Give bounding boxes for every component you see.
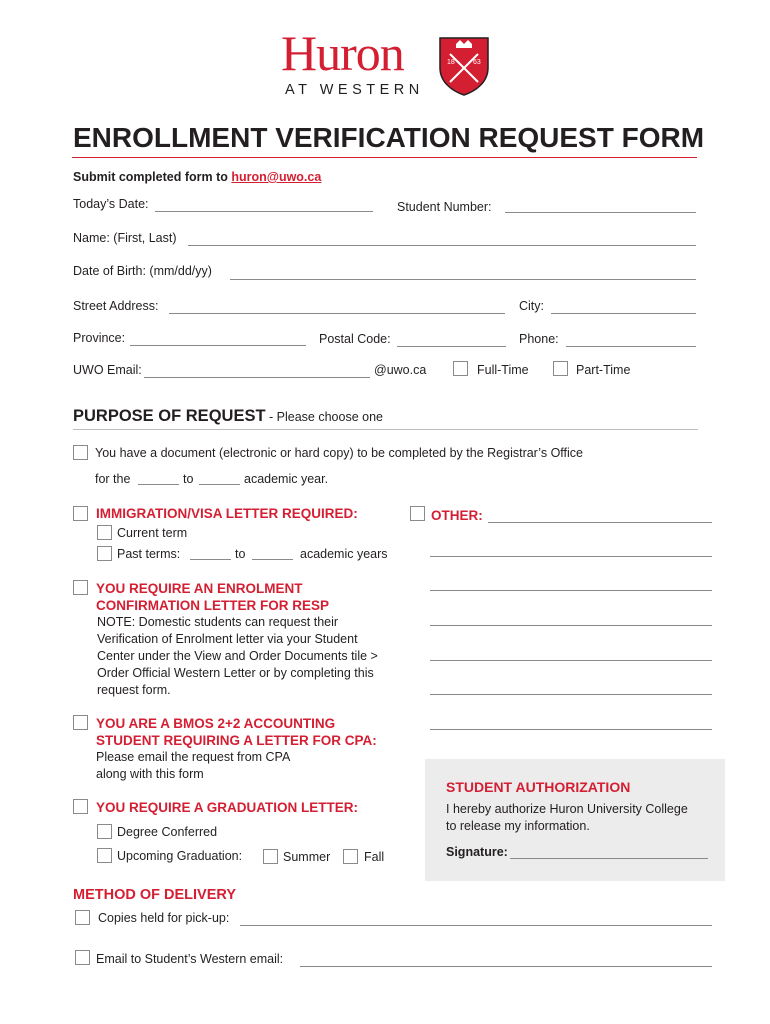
bmos-checkbox[interactable] [73, 715, 88, 730]
full-time-checkbox[interactable] [453, 361, 468, 376]
resp-note-line: Order Official Western Letter or by completing this [97, 666, 374, 680]
upcoming-graduation-label: Upcoming Graduation: [117, 849, 243, 863]
student-number-field[interactable] [505, 212, 696, 213]
authorization-text [446, 801, 688, 835]
upcoming-graduation-checkbox[interactable] [97, 848, 112, 863]
title-rule [72, 157, 697, 158]
resp-label-line-1: YOU REQUIRE AN ENROLMENT [96, 581, 303, 596]
todays-date-label: Today’s Date: [73, 197, 149, 211]
name-field[interactable] [188, 245, 696, 246]
uwo-email-label: UWO Email: [73, 363, 142, 377]
email-delivery-label: Email to Student’s Western email: [96, 952, 284, 966]
postal-code-label: Postal Code: [319, 332, 391, 346]
other-field-line-7[interactable] [430, 729, 712, 730]
year-to-label: to [183, 472, 194, 486]
bmos-label-line-1: YOU ARE A BMOS 2+2 ACCOUNTING [96, 716, 336, 731]
purpose-rule [73, 429, 698, 430]
pickup-label: Copies held for pick-up: [98, 911, 230, 925]
current-term-checkbox[interactable] [97, 525, 112, 540]
city-label: City: [519, 299, 544, 313]
todays-date-field[interactable] [155, 211, 373, 212]
dob-field[interactable] [230, 279, 696, 280]
for-the-label: for the [95, 472, 131, 486]
past-terms-to-field[interactable] [252, 559, 293, 560]
year-from-field[interactable] [138, 484, 179, 485]
crest-year-right: 63 [473, 59, 481, 66]
past-terms-from-field[interactable] [190, 559, 231, 560]
full-time-label: Full-Time [477, 363, 529, 377]
resp-checkbox[interactable] [73, 580, 88, 595]
bmos-note-line: along with this form [96, 767, 204, 781]
resp-note-line: Center under the View and Order Documents tile > [97, 649, 378, 663]
other-field-line-1[interactable] [488, 522, 712, 523]
purpose-subtitle: - Please choose one [265, 410, 383, 424]
email-delivery-checkbox[interactable] [75, 950, 90, 965]
academic-years-label: academic years [300, 547, 388, 561]
phone-field[interactable] [566, 346, 696, 347]
year-to-field[interactable] [199, 484, 240, 485]
city-field[interactable] [551, 313, 696, 314]
uwo-email-field[interactable] [144, 377, 370, 378]
signature-field[interactable] [510, 858, 708, 859]
submit-text: Submit completed form to [73, 170, 232, 184]
logo-wordmark: Huron [281, 25, 404, 81]
other-field-line-2[interactable] [430, 556, 712, 557]
other-checkbox[interactable] [410, 506, 425, 521]
resp-note-line: request form. [97, 683, 171, 697]
province-label: Province: [73, 331, 126, 345]
dob-label: Date of Birth: (mm/dd/yy) [73, 264, 212, 278]
purpose-title: PURPOSE OF REQUEST [73, 407, 266, 425]
submit-email-link[interactable]: huron@uwo.ca [231, 170, 322, 184]
resp-note [97, 614, 378, 699]
resp-note-line: NOTE: Domestic students can request their [97, 615, 339, 629]
street-field[interactable] [169, 313, 505, 314]
immigration-checkbox[interactable] [73, 506, 88, 521]
authorization-text-line: I hereby authorize Huron University College [446, 802, 688, 816]
other-field-line-5[interactable] [430, 660, 712, 661]
student-number-label: Student Number: [397, 200, 492, 214]
bmos-note-line: Please email the request from CPA [96, 750, 291, 764]
document-option-label: You have a document (electronic or hard copy) to be completed by the Registrar’s Office [95, 446, 584, 460]
past-terms-to-label: to [235, 547, 246, 561]
delivery-heading: METHOD OF DELIVERY [73, 887, 236, 903]
document-option-checkbox[interactable] [73, 445, 88, 460]
graduation-label: YOU REQUIRE A GRADUATION LETTER: [96, 800, 358, 815]
logo-subtitle: AT WESTERN [285, 82, 424, 98]
other-field-line-6[interactable] [430, 694, 712, 695]
immigration-label: IMMIGRATION/VISA LETTER REQUIRED: [96, 506, 358, 521]
fall-checkbox[interactable] [343, 849, 358, 864]
authorization-heading: STUDENT AUTHORIZATION [446, 779, 631, 795]
bmos-note [96, 749, 290, 783]
graduation-checkbox[interactable] [73, 799, 88, 814]
province-field[interactable] [130, 345, 306, 346]
signature-label: Signature: [446, 845, 508, 859]
part-time-label: Part-Time [576, 363, 631, 377]
fall-label: Fall [364, 850, 385, 864]
summer-label: Summer [283, 850, 331, 864]
crest-icon [438, 34, 490, 96]
bmos-label-line-2: STUDENT REQUIRING A LETTER FOR CPA: [96, 733, 377, 748]
current-term-label: Current term [117, 526, 188, 540]
resp-note-line: Verification of Enrolment letter via your Student [97, 632, 358, 646]
academic-year-label: academic year. [244, 472, 329, 486]
pickup-field[interactable] [240, 925, 712, 926]
other-label: OTHER: [431, 508, 483, 523]
other-field-line-4[interactable] [430, 625, 712, 626]
other-field-line-3[interactable] [430, 590, 712, 591]
summer-checkbox[interactable] [263, 849, 278, 864]
degree-conferred-label: Degree Conferred [117, 825, 218, 839]
pickup-checkbox[interactable] [75, 910, 90, 925]
past-terms-label: Past terms: [117, 547, 181, 561]
submit-instructions [73, 170, 321, 184]
purpose-heading [73, 407, 383, 426]
uwo-email-suffix: @uwo.ca [374, 363, 427, 377]
authorization-text-line: to release my information. [446, 819, 590, 833]
email-delivery-field[interactable] [300, 966, 712, 967]
street-label: Street Address: [73, 299, 159, 313]
part-time-checkbox[interactable] [553, 361, 568, 376]
page-title: ENROLLMENT VERIFICATION REQUEST FORM [73, 122, 705, 153]
phone-label: Phone: [519, 332, 559, 346]
postal-code-field[interactable] [397, 346, 506, 347]
resp-label-line-2: CONFIRMATION LETTER FOR RESP [96, 598, 329, 613]
name-label: Name: (First, Last) [73, 231, 177, 245]
degree-conferred-checkbox[interactable] [97, 824, 112, 839]
past-terms-checkbox[interactable] [97, 546, 112, 561]
crest-year-left: 18 [447, 59, 455, 66]
